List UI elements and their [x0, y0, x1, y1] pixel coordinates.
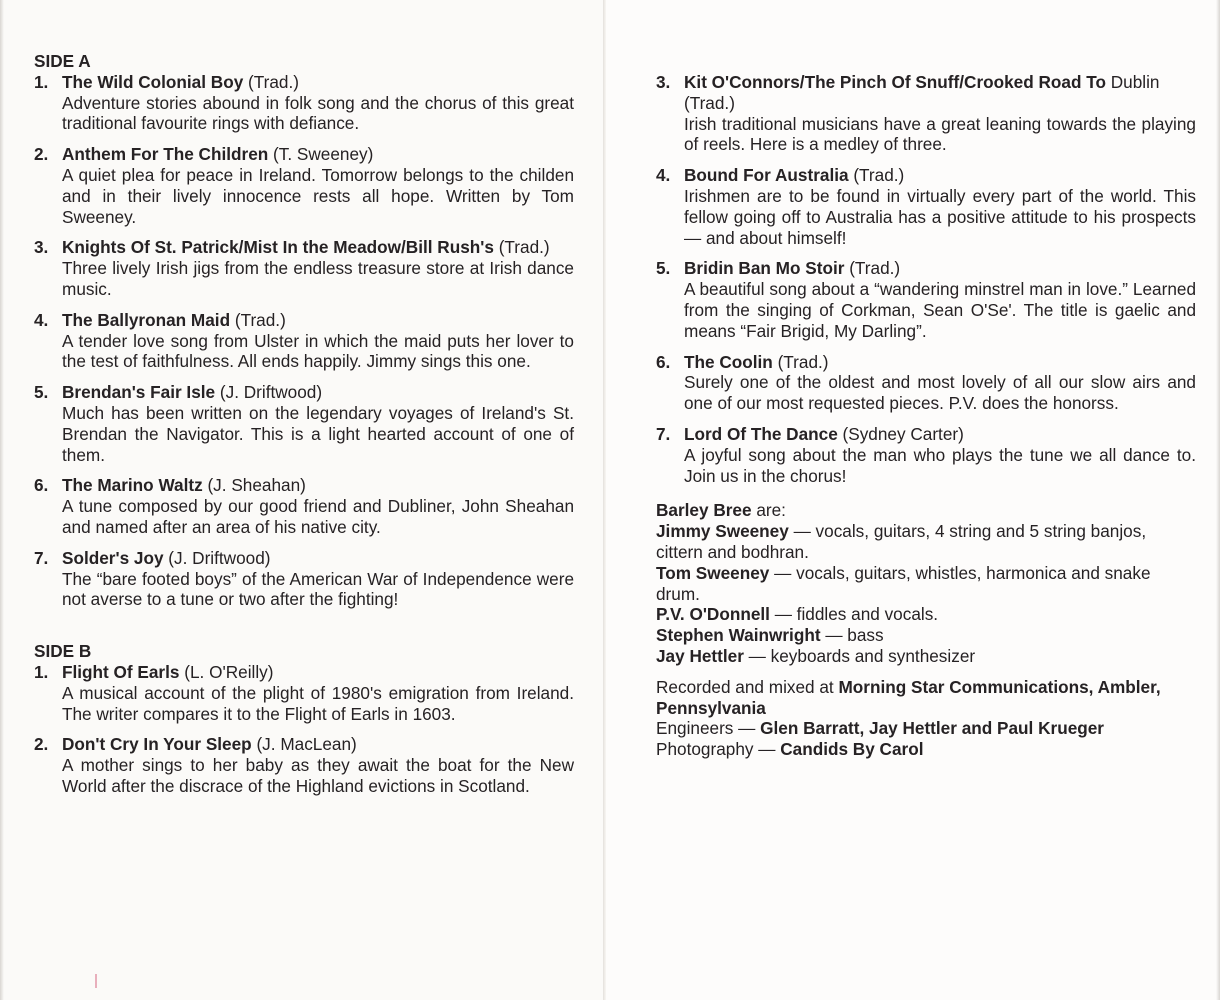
track-a2 [34, 144, 574, 227]
band-member [656, 604, 1196, 625]
track-description: A musical account of the plight of 1980's emigration from Ireland. The writer compares it to the Flight of Earls in 1603. [62, 682, 574, 724]
left-edge-shadow [0, 0, 4, 1000]
track-title: The Ballyronan Maid [62, 309, 231, 330]
track-credit: (Trad.) [772, 351, 829, 372]
track-b1 [34, 662, 574, 724]
track-credit: (Trad.) [230, 309, 286, 330]
track-description: Surely one of the oldest and most lovely of all our slow airs and one of our most requested pieces. P.V. does the honorss. [684, 372, 1196, 414]
member-name: Stephen Wainwright [656, 625, 821, 646]
track-b3 [656, 72, 1196, 155]
recording-credit [656, 677, 1196, 719]
track-number: 6. [656, 351, 671, 372]
track-credit: (T. Sweeney) [268, 144, 374, 165]
band-member [656, 563, 1196, 605]
right-edge-shadow [1216, 0, 1220, 1000]
track-a6 [34, 475, 574, 537]
track-number: 3. [34, 237, 49, 258]
photography-credit [656, 739, 1196, 760]
track-description: A beautiful song about a “wandering minstrel man in love.” Learned from the singing of Corkman, Sean O'Se'. The title is gaelic and means “Fair Brigid, My Darling”. [684, 279, 1196, 341]
track-a7 [34, 548, 574, 610]
track-b7 [656, 424, 1196, 486]
studio-name: Morning Star Communications, Ambler, Pennsylvania [656, 676, 1161, 718]
track-credit: (Trad.) [243, 71, 299, 92]
member-name: P.V. O'Donnell [656, 604, 770, 625]
track-description: Much has been written on the legendary voyages of Ireland's St. Brendan the Navigator. This is a light hearted account of one of them. [62, 402, 574, 465]
track-description: The “bare footed boys” of the American War of Independence were not averse to a tune or two after the fighting! [62, 568, 574, 610]
side-b-heading: SIDE B [34, 641, 92, 662]
photographer-name: Candids By Carol [780, 739, 924, 760]
ink-mark [95, 974, 97, 988]
track-number: 3. [656, 72, 671, 92]
band-member [656, 521, 1196, 563]
track-credit: (Trad.) [844, 258, 901, 279]
track-number: 7. [34, 547, 49, 568]
track-title: Bridin Ban Mo Stoir [684, 258, 845, 279]
track-title: Lord Of The Dance [684, 423, 838, 444]
track-description: A quiet plea for peace in Ireland. Tomorrow belongs to the childen and in their lively innocence rests all hope. Written by Tom Sweeney. [62, 164, 574, 227]
band-member [656, 646, 1196, 667]
track-a1 [34, 72, 574, 134]
track-a3 [34, 237, 574, 299]
track-description: Three lively Irish jigs from the endless treasure store at Irish dance music. [62, 258, 574, 299]
track-credit: (L. O'Reilly) [179, 661, 274, 682]
production-credits [656, 677, 1196, 760]
band-member [656, 625, 1196, 646]
track-number: 5. [34, 382, 49, 403]
track-title: The Marino Waltz [62, 475, 203, 496]
track-b4 [656, 165, 1196, 248]
track-number: 4. [34, 309, 49, 330]
track-title: Flight Of Earls [62, 661, 180, 682]
track-title: Anthem For The Children [62, 144, 269, 165]
track-description: Adventure stories abound in folk song and the chorus of this great traditional favourite rings with defiance. [62, 92, 574, 134]
track-a5 [34, 382, 574, 465]
track-title: Knights Of St. Patrick/Mist In the Meadow/Bill Rush's [62, 237, 494, 258]
track-number: 2. [34, 144, 49, 165]
track-number: 4. [656, 165, 671, 186]
track-number: 1. [34, 71, 49, 92]
side-a-heading: SIDE A [34, 51, 91, 71]
member-name: Jimmy Sweeney [656, 521, 789, 542]
track-number: 5. [656, 258, 671, 279]
band-intro-suffix: are: [751, 500, 786, 521]
member-role: — bass [820, 625, 884, 646]
band-name: Barley Bree [656, 500, 752, 521]
center-fold [603, 0, 606, 1000]
track-b5 [656, 258, 1196, 341]
right-column [656, 72, 1196, 760]
track-credit: Dublin (Trad.) [684, 72, 1160, 113]
member-role: — vocals, guitars, 4 string and 5 string banjos, cittern and bodhran. [656, 521, 1147, 562]
band-lineup [656, 500, 1196, 666]
track-credit: (J. MacLean) [251, 734, 357, 755]
track-title: The Coolin [684, 351, 773, 372]
track-credit: (Trad.) [848, 165, 905, 186]
track-description: A mother sings to her baby as they await the boat for the New World after the discrace of the Highland evictions in Scotland. [62, 755, 574, 796]
track-number: 6. [34, 475, 49, 496]
track-credit: (Sydney Carter) [837, 423, 964, 444]
recorded-prefix: Recorded and mixed at [656, 676, 839, 697]
section-spacer [34, 620, 574, 641]
track-title: Solder's Joy [62, 547, 164, 568]
member-name: Tom Sweeney [656, 562, 770, 583]
track-title: Brendan's Fair Isle [62, 382, 216, 403]
band-intro [656, 500, 1196, 521]
track-title: Kit O'Connors/The Pinch Of Snuff/Crooked Road To [684, 72, 1106, 92]
track-title: The Wild Colonial Boy [62, 71, 244, 92]
member-role: — vocals, guitars, whistles, harmonica and snake drum. [656, 562, 1151, 604]
track-credit: (Trad.) [493, 237, 550, 258]
engineers-credit [656, 718, 1196, 739]
track-title: Don't Cry In Your Sleep [62, 734, 252, 755]
engineers-names: Glen Barratt, Jay Hettler and Paul Krueger [760, 718, 1104, 739]
member-role: — keyboards and synthesizer [743, 645, 976, 666]
track-title: Bound For Australia [684, 165, 849, 186]
track-credit: (J. Driftwood) [163, 547, 271, 568]
track-description: A tender love song from Ulster in which the maid puts her lover to the test of faithfulness. All ends happily. Jimmy sings this one. [62, 330, 574, 372]
member-name: Jay Hettler [656, 645, 744, 666]
track-description: Irish traditional musicians have a great leaning towards the playing of reels. Here is a medley of three. [684, 113, 1196, 155]
track-number: 2. [34, 734, 49, 755]
track-b6 [656, 352, 1196, 414]
track-credit: (J. Driftwood) [215, 382, 323, 403]
track-description: A joyful song about the man who plays the tune we all dance to. Join us in the chorus! [684, 444, 1196, 486]
track-credit: (J. Sheahan) [202, 475, 306, 496]
photography-label: Photography — [656, 739, 781, 760]
track-number: 7. [656, 423, 671, 444]
track-description: Irishmen are to be found in virtually every part of the world. This fellow going off to Australia has a positive attitude to his prospects — and about himself! [684, 185, 1196, 248]
track-description: A tune composed by our good friend and Dubliner, John Sheahan and named after an area of his native city. [62, 496, 574, 537]
member-role: — fiddles and vocals. [769, 604, 939, 625]
left-column [34, 51, 574, 807]
track-number: 1. [34, 661, 49, 682]
track-b2 [34, 734, 574, 796]
track-a4 [34, 310, 574, 372]
engineers-label: Engineers — [656, 718, 761, 739]
